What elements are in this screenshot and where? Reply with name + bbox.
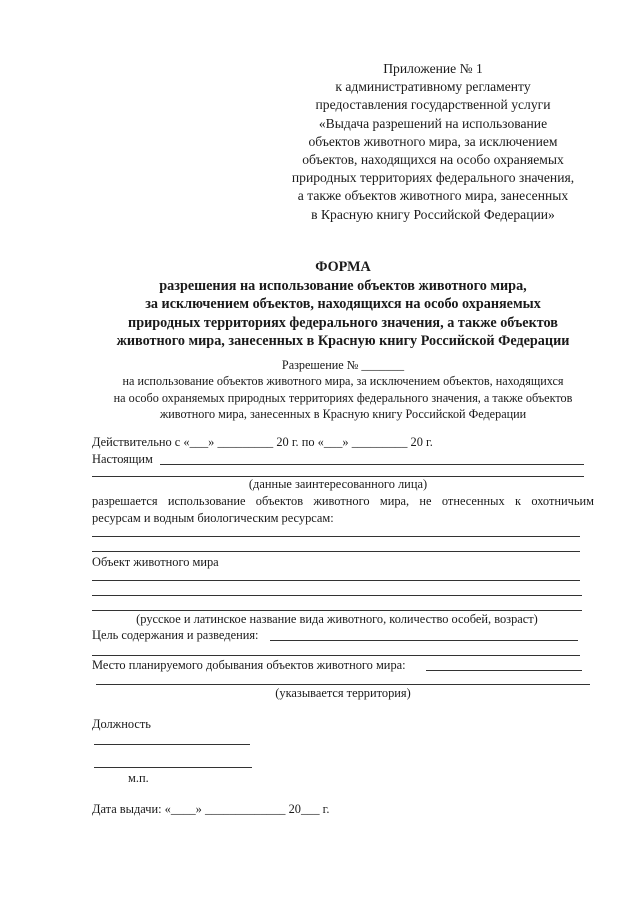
permit-number-line: Разрешение № _______: [281, 358, 405, 372]
species-caption: (русское и латинское название вида животного, количество особей, возраст): [136, 612, 538, 626]
position-fill-line: [94, 744, 250, 745]
appendix-line: «Выдача разрешений на использование: [318, 115, 548, 131]
appendix-line: в Красную книгу Российской Федерации»: [311, 206, 555, 222]
permit-heading: [80, 357, 606, 423]
validity-period: Действительно с «___» _________ 20 г. по «___» _________ 20 г.: [92, 435, 433, 449]
permit-line: животного мира, занесенных в Красную книгу Российской Федерации: [159, 407, 527, 422]
object-fill-line: [92, 580, 580, 581]
appendix-line: объектов, находящихся на особо охраняемых: [302, 152, 564, 168]
appendix-heading: [268, 60, 598, 224]
form-title-line: природных территориях федерального значения, а также объектов: [128, 314, 558, 331]
position-label: Должность: [92, 717, 151, 731]
territory-caption: (указывается территория): [275, 686, 411, 700]
allowed-text-line: ресурсам и водным биологическим ресурсам:: [92, 511, 334, 525]
permit-line: на использование объектов животного мира, за исключением объектов, находящихся: [122, 374, 564, 389]
form-title-line: разрешения на использование объектов животного мира,: [159, 277, 527, 294]
object-label: Объект животного мира: [92, 555, 219, 569]
allowed-fill-line: [92, 551, 580, 552]
allowed-fill-line: [92, 536, 580, 537]
appendix-line: природных территориях федерального значения,: [291, 170, 575, 186]
place-label: Место планируемого добывания объектов животного мира:: [92, 658, 406, 672]
form-title: [80, 258, 606, 351]
object-fill-line: [92, 610, 582, 611]
appendix-line: к административному регламенту: [335, 79, 531, 95]
purpose-fill-line: [92, 655, 580, 656]
appendix-line: а также объектов животного мира, занесенных: [297, 188, 569, 204]
form-title-line: ФОРМА: [315, 259, 371, 275]
issue-date: Дата выдачи: «____» _____________ 20___ г.: [92, 802, 330, 816]
object-fill-line: [92, 595, 582, 596]
allowed-text-line: разрешается использование объектов животного мира, не отнесенных к охотничьим: [92, 494, 594, 508]
hereby-label: Настоящим: [92, 452, 153, 466]
purpose-label: Цель содержания и разведения:: [92, 628, 259, 642]
form-title-line: за исключением объектов, находящихся на особо охраняемых: [145, 296, 541, 313]
form-title-line: животного мира, занесенных в Красную книгу Российской Федерации: [116, 333, 570, 350]
appendix-line: Приложение № 1: [383, 61, 483, 76]
person-caption: (данные заинтересованного лица): [248, 477, 428, 491]
appendix-line: объектов животного мира, за исключением: [308, 133, 558, 149]
stamp-label: м.п.: [128, 771, 149, 785]
purpose-fill-line: [270, 640, 578, 641]
permit-line: на особо охраняемых природных территориях федерального значения, а также объектов: [113, 390, 573, 405]
appendix-line: предоставления государственной услуги: [315, 97, 551, 113]
hereby-fill-line: [160, 464, 584, 465]
signature-fill-line: [94, 767, 252, 768]
place-fill-line: [426, 670, 582, 671]
place-fill-line: [96, 684, 590, 685]
